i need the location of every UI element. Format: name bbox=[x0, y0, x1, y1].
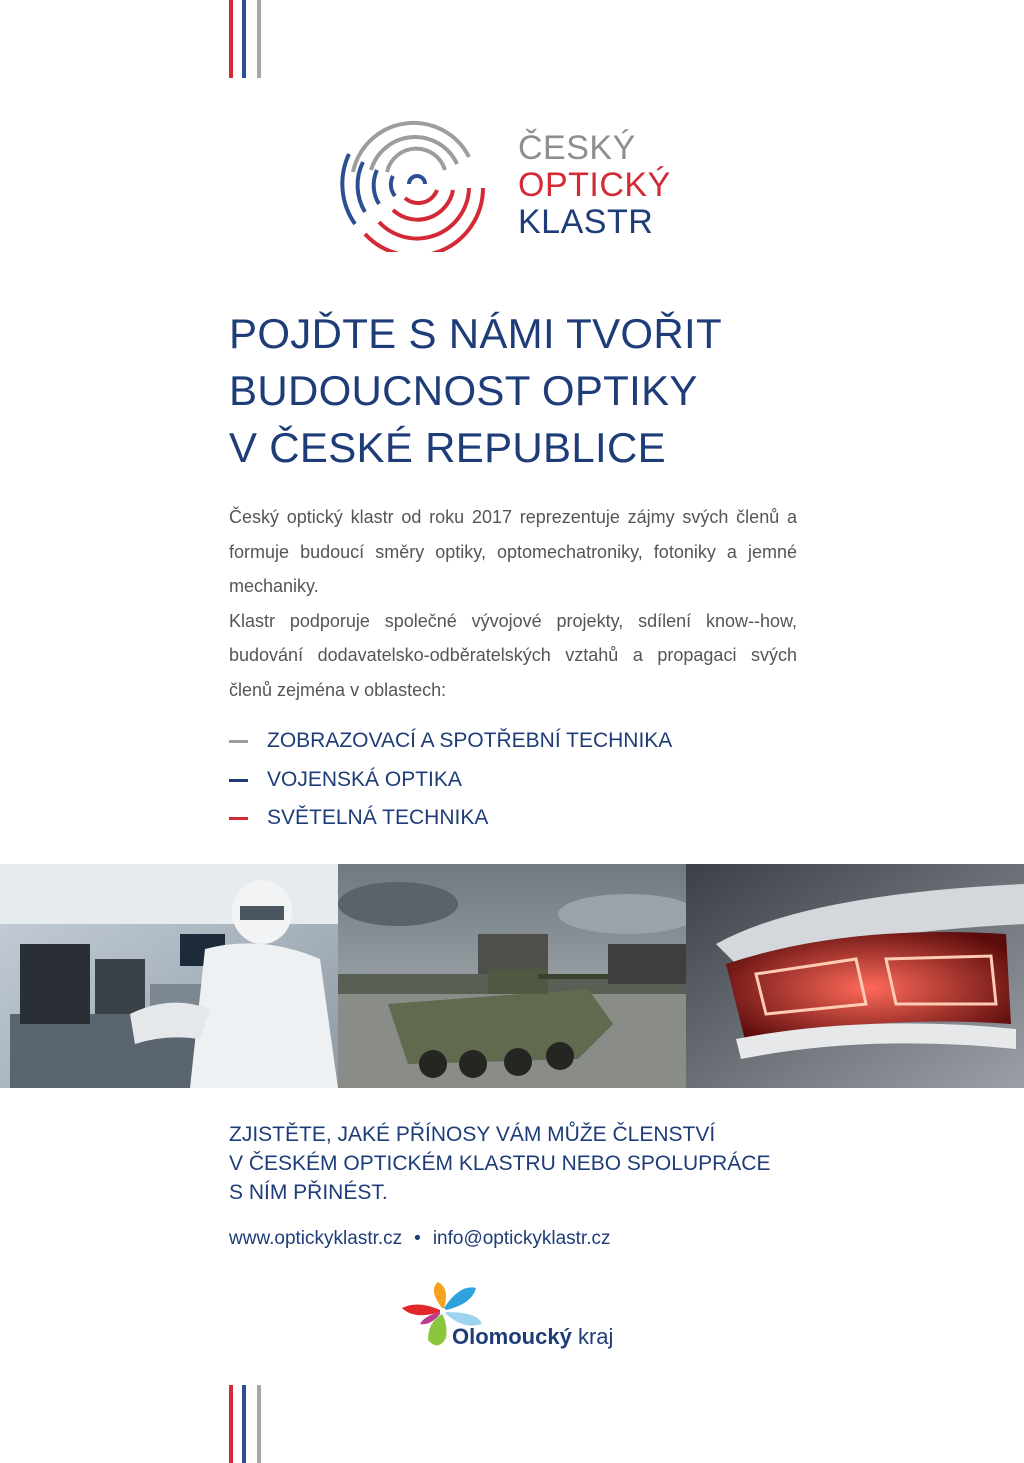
lab-photo bbox=[0, 864, 338, 1088]
call-to-action bbox=[229, 1120, 797, 1207]
kraj-wordmark bbox=[452, 1324, 613, 1350]
armored-vehicle-photo bbox=[338, 864, 686, 1088]
focus-area-lighting bbox=[229, 799, 672, 838]
headline-line-1: POJĎTE S NÁMI TVOŘIT bbox=[229, 310, 722, 357]
intro-paragraph-2: Klastr podporuje společné vývojové projekty, sdílení know--how, budování dodavatelsko-odběratelských vztahů a propagaci svých členů zejména v oblastech: bbox=[229, 610, 797, 700]
cta-line-2: V ČESKÉM OPTICKÉM KLASTRU NEBO SPOLUPRÁCE bbox=[229, 1152, 771, 1175]
email-link[interactable]: info@optickyklastr.cz bbox=[432, 1228, 611, 1249]
focus-area-imaging bbox=[229, 722, 672, 761]
blue-dash-icon bbox=[229, 779, 248, 782]
decorative-stripes-bottom bbox=[229, 1385, 269, 1463]
focus-areas-list bbox=[229, 722, 672, 838]
red-stripe bbox=[229, 0, 233, 78]
headline-line-3: V ČESKÉ REPUBLICE bbox=[229, 424, 666, 471]
cta-line-3: S NÍM PŘINÉST. bbox=[229, 1181, 388, 1204]
focus-area-label: ZOBRAZOVACÍ A SPOTŘEBNÍ TECHNIKA bbox=[267, 729, 673, 752]
website-link[interactable]: www.optickyklastr.cz bbox=[229, 1228, 403, 1249]
red-stripe bbox=[229, 1385, 233, 1463]
logo-word-cesky: ČESKÝ bbox=[518, 129, 636, 167]
blue-stripe bbox=[242, 1385, 246, 1463]
red-dash-icon bbox=[229, 817, 248, 820]
logo-word-klastr: KLASTR bbox=[518, 203, 654, 241]
car-taillight-photo bbox=[686, 864, 1024, 1088]
focus-area-military bbox=[229, 761, 672, 800]
cta-line-1: ZJISTĚTE, JAKÉ PŘÍNOSY VÁM MŮŽE ČLENSTVÍ bbox=[229, 1123, 716, 1146]
headline bbox=[229, 305, 829, 476]
headline-line-2: BUDOUCNOST OPTIKY bbox=[229, 367, 698, 414]
concentric-rings-icon bbox=[335, 112, 505, 252]
focus-area-label: VOJENSKÁ OPTIKA bbox=[267, 767, 462, 791]
kraj-name-bold: Olomoucký bbox=[452, 1324, 572, 1349]
grey-stripe bbox=[257, 1385, 261, 1463]
photo-strip bbox=[0, 864, 1024, 1088]
intro-text bbox=[229, 500, 797, 707]
focus-area-label: SVĚTELNÁ TECHNIKA bbox=[267, 806, 489, 829]
blue-stripe bbox=[242, 0, 246, 78]
bullet-separator: • bbox=[414, 1228, 421, 1249]
grey-stripe bbox=[257, 0, 261, 78]
contacts bbox=[229, 1228, 611, 1250]
decorative-stripes-top bbox=[229, 0, 269, 78]
intro-paragraph-1: Český optický klastr od roku 2017 reprezentuje zájmy svých členů a formuje budoucí směry optiky, optomechatroniky, fotoniky a jemné mechaniky. bbox=[229, 507, 797, 596]
kraj-name-regular: kraj bbox=[577, 1324, 614, 1349]
logo-wordmark bbox=[518, 130, 671, 241]
cesky-opticky-klastr-logo bbox=[335, 112, 695, 252]
logo-word-opticky: OPTICKÝ bbox=[518, 166, 671, 204]
grey-dash-icon bbox=[229, 740, 248, 743]
olomoucky-kraj-logo bbox=[398, 1278, 638, 1353]
